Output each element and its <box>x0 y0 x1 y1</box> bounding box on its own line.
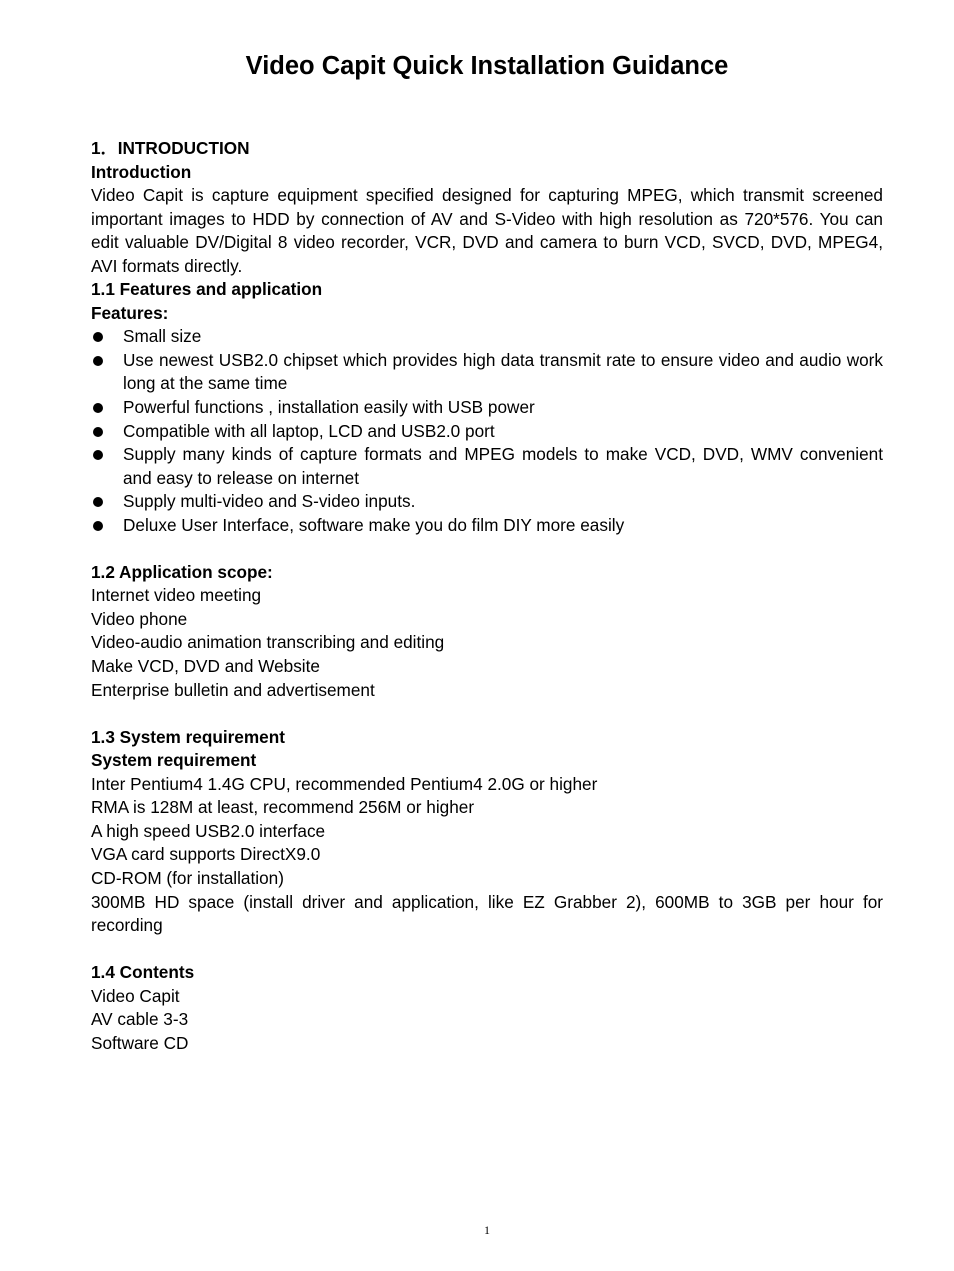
feature-text: Small size <box>123 326 202 347</box>
system-item: Inter Pentium4 1.4G CPU, recommended Pentium4 2.0G or higher <box>91 773 598 794</box>
application-item: Internet video meeting <box>91 585 262 606</box>
system-heading: 1.3 System requirement <box>91 726 285 747</box>
spacer <box>91 537 883 561</box>
feature-text: Supply multi-video and S-video inputs. <box>123 491 416 512</box>
contents-item: AV cable 3-3 <box>91 1009 189 1030</box>
system-subheading: System requirement <box>91 750 257 771</box>
page-number: 1 <box>484 1223 490 1237</box>
bullet-icon <box>93 497 103 507</box>
feature-text: Supply many kinds of capture formats and MPEG models to make VCD, DVD, WMV convenient and easy to release on internet <box>123 444 883 488</box>
features-label: Features: <box>91 302 169 323</box>
contents-heading: 1.4 Contents <box>91 962 195 983</box>
system-item: CD-ROM (for installation) <box>91 867 284 888</box>
document-body <box>91 137 883 1055</box>
system-item: 300MB HD space (install driver and application, like EZ Grabber 2), 600MB to 3GB per hour for recording <box>91 891 883 936</box>
application-item: Make VCD, DVD and Website <box>91 656 320 677</box>
spacer <box>91 702 883 726</box>
application-item: Video phone <box>91 608 188 629</box>
list-item <box>91 349 883 396</box>
list-item <box>91 420 883 444</box>
list-item <box>91 443 883 490</box>
bullet-icon <box>93 521 103 531</box>
contents-item: Software CD <box>91 1032 189 1053</box>
introduction-paragraph: Video Capit is capture equipment specified designed for capturing MPEG, which transmit screened important images to HDD by connection of AV and S-Video with high resolution as 720*576. You can edit valuable DV/Digital 8 video recorder, VCR, DVD and camera to burn VCD, SVCD, DVD, MPEG4, AVI formats directly. <box>91 185 883 276</box>
feature-text: Deluxe User Interface, software make you do film DIY more easily <box>123 514 625 535</box>
bullet-icon <box>93 450 103 460</box>
system-item: RMA is 128M at least, recommend 256M or higher <box>91 797 475 818</box>
bullet-icon <box>93 332 103 342</box>
introduction-subheading: Introduction <box>91 161 192 182</box>
features-heading: 1.1 Features and application <box>91 279 323 300</box>
feature-text: Use newest USB2.0 chipset which provides high data transmit rate to ensure video and audio work long at the same time <box>123 349 883 394</box>
list-item <box>91 396 883 420</box>
list-item <box>91 490 883 514</box>
application-heading: 1.2 Application scope: <box>91 561 273 582</box>
features-list <box>91 325 883 537</box>
list-item <box>91 514 883 538</box>
application-item: Enterprise bulletin and advertisement <box>91 679 375 700</box>
bullet-icon <box>93 356 103 366</box>
bullet-icon <box>93 427 103 437</box>
document-title: Video Capit Quick Installation Guidance <box>245 52 729 80</box>
system-item: VGA card supports DirectX9.0 <box>91 844 321 865</box>
application-item: Video-audio animation transcribing and editing <box>91 632 445 653</box>
section-heading-introduction: 1．INTRODUCTION <box>91 138 250 158</box>
feature-text: Compatible with all laptop, LCD and USB2.0 port <box>123 420 495 441</box>
feature-text: Powerful functions , installation easily with USB power <box>123 397 535 418</box>
contents-item: Video Capit <box>91 985 180 1006</box>
spacer <box>91 938 883 962</box>
system-item: A high speed USB2.0 interface <box>91 820 326 841</box>
bullet-icon <box>93 403 103 413</box>
list-item <box>91 325 883 349</box>
